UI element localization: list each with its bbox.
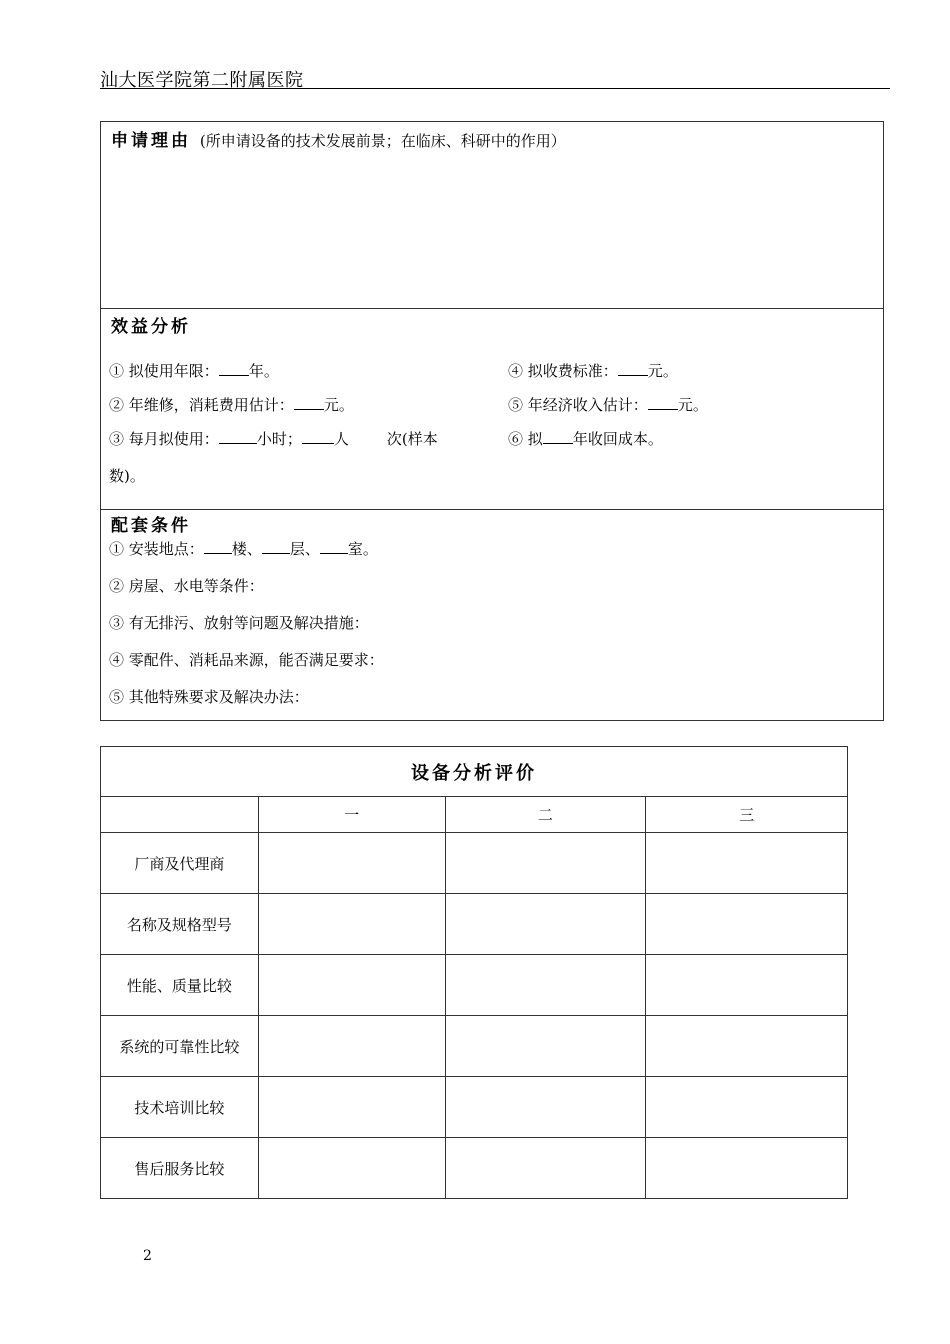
fee-blank[interactable] xyxy=(618,361,648,376)
reason-title: 申请理由 xyxy=(111,131,191,151)
payback-years-blank[interactable] xyxy=(543,429,573,444)
header-divider xyxy=(100,88,890,89)
reason-title-row xyxy=(111,126,566,151)
table-cell[interactable] xyxy=(258,833,445,894)
row-label: 技术培训比较 xyxy=(101,1077,259,1138)
benefit-item-3: ③ 每月拟使用： 小时； 人 次(样本 xyxy=(109,430,438,448)
table-cell[interactable] xyxy=(258,1016,445,1077)
table-cell[interactable] xyxy=(646,894,848,955)
benefit-item-2: ② 年维修，消耗费用估计： 元。 xyxy=(109,396,354,414)
support-item-3: ③ 有无排污、放射等问题及解决措施： xyxy=(109,614,369,632)
column-header: 二 xyxy=(445,797,646,833)
table-cell[interactable] xyxy=(258,1077,445,1138)
table-row xyxy=(101,1138,848,1199)
years-blank[interactable] xyxy=(219,361,249,376)
support-item-2: ② 房屋、水电等条件： xyxy=(109,577,264,595)
income-blank[interactable] xyxy=(648,395,678,410)
benefit-section xyxy=(100,308,884,510)
column-header: 三 xyxy=(646,797,848,833)
column-header: 一 xyxy=(258,797,445,833)
people-blank[interactable] xyxy=(302,429,334,444)
table-cell[interactable] xyxy=(646,1016,848,1077)
page-number: 2 xyxy=(143,1248,152,1264)
evaluation-title: 设备分析评价 xyxy=(101,747,848,797)
header-empty-cell xyxy=(101,797,259,833)
support-title: 配套条件 xyxy=(111,516,191,536)
table-cell[interactable] xyxy=(445,955,646,1016)
table-row xyxy=(101,955,848,1016)
table-cell[interactable] xyxy=(646,955,848,1016)
evaluation-header-row xyxy=(101,797,848,833)
benefit-item-6: ⑥ 拟 年收回成本。 xyxy=(508,430,663,448)
reason-hint: (所申请设备的技术发展前景；在临床、科研中的作用） xyxy=(199,132,566,150)
table-row xyxy=(101,1016,848,1077)
table-row xyxy=(101,833,848,894)
table-cell[interactable] xyxy=(646,833,848,894)
support-item-1: ① 安装地点： 楼、 层、 室。 xyxy=(109,540,378,558)
header-title: 汕大医学院第二附属医院 xyxy=(100,70,304,91)
benefit-item-1: ① 拟使用年限： 年。 xyxy=(109,362,279,380)
table-cell[interactable] xyxy=(445,833,646,894)
table-cell[interactable] xyxy=(258,1138,445,1199)
row-label: 系统的可靠性比较 xyxy=(101,1016,259,1077)
room-blank[interactable] xyxy=(320,539,348,554)
floor-blank[interactable] xyxy=(262,539,290,554)
table-cell[interactable] xyxy=(445,1077,646,1138)
benefit-item-3-wrap: 数)。 xyxy=(109,467,145,485)
benefit-item-5: ⑤ 年经济收入估计： 元。 xyxy=(508,396,708,414)
support-section xyxy=(100,509,884,721)
benefit-title: 效益分析 xyxy=(111,317,191,337)
table-cell[interactable] xyxy=(445,1016,646,1077)
hours-blank[interactable] xyxy=(219,429,257,444)
table-row xyxy=(101,894,848,955)
support-item-4: ④ 零配件、消耗品来源，能否满足要求： xyxy=(109,651,384,669)
table-cell[interactable] xyxy=(445,1138,646,1199)
table-cell[interactable] xyxy=(646,1077,848,1138)
benefit-item-4: ④ 拟收费标准： 元。 xyxy=(508,362,678,380)
building-blank[interactable] xyxy=(204,539,232,554)
maintenance-cost-blank[interactable] xyxy=(294,395,324,410)
table-cell[interactable] xyxy=(258,894,445,955)
row-label: 性能、质量比较 xyxy=(101,955,259,1016)
table-row xyxy=(101,1077,848,1138)
reason-section xyxy=(100,121,884,309)
evaluation-table xyxy=(100,746,848,1199)
row-label: 售后服务比较 xyxy=(101,1138,259,1199)
table-cell[interactable] xyxy=(258,955,445,1016)
row-label: 厂商及代理商 xyxy=(101,833,259,894)
support-item-5: ⑤ 其他特殊要求及解决办法： xyxy=(109,688,309,706)
table-cell[interactable] xyxy=(445,894,646,955)
table-cell[interactable] xyxy=(646,1138,848,1199)
row-label: 名称及规格型号 xyxy=(101,894,259,955)
